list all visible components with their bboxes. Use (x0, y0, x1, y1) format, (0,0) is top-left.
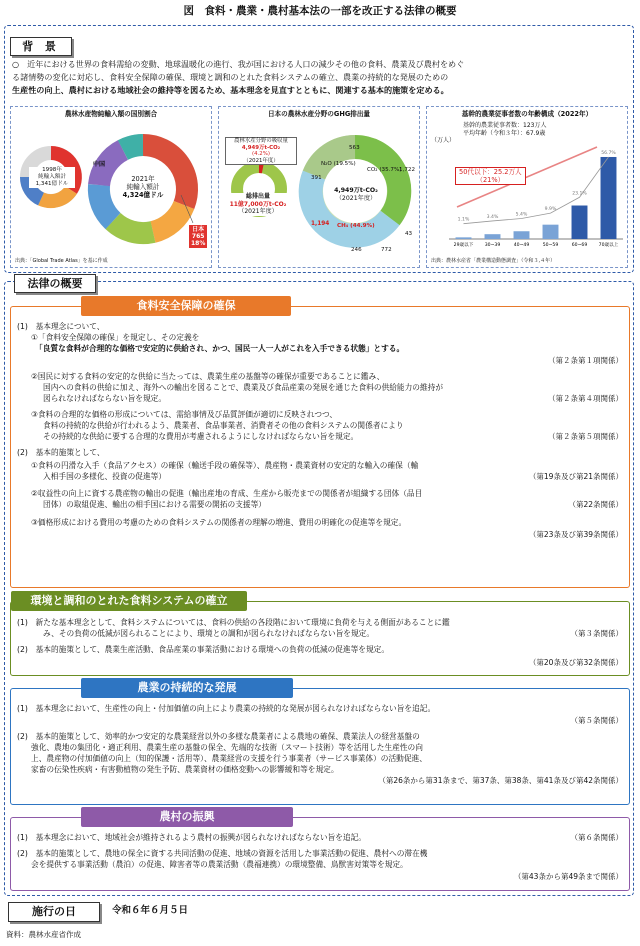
law-line: 会を提供する事業活動（農泊）の促進、障害者等の農業活動（農福連携）の環境整備、鳥獣害対策等を規定。 (31, 860, 408, 869)
pct-label: 9.9% (544, 207, 557, 213)
law-line: ②収益性の向上に資する農産物の輸出の促進（輸出産地の育成、生産から販売までの関係者が組織する団体（品目 (31, 489, 423, 498)
section-heading: 食料安全保障の確保 (81, 296, 291, 316)
figure-title: 図 食料・農業・農村基本法の一部を改正する法律の概要 (183, 5, 457, 17)
law-line: ②国民に対する食料の安定的な供給に当たっては、農業生産の基盤等の確保が重要であることに鑑み、 (31, 372, 385, 381)
section-heading: 農業の持続的な発展 (81, 678, 293, 698)
ghg-co2-label: CO₂ (35.7%) (367, 167, 402, 173)
import-source: 出典：「Global Trade Atlas」を基に作成 (15, 257, 108, 264)
article-ref: （第２条第１項関係） (548, 356, 623, 365)
ghg-chart (218, 106, 420, 268)
ghg-total-label: 総排出量 11億7,000万t-CO₂ （2021年度） (227, 193, 289, 216)
ghg-absorb-box: 農林水産分野の吸収量 4,949万t-CO₂ (4.2%) （2021年度） (225, 137, 297, 165)
law-line: ①食料の円滑な入手（食品アクセス）の確保（輸送手段の確保等）、農産物・農業資材の安定的な輸入の確保（輸 (31, 461, 419, 470)
farmers-callout: 50代以下：25.2万人 （21%） (455, 167, 526, 185)
law-line: (2) 基本的施策として、効率的かつ安定的な農業経営以外の多様な農業者による農地の確保、農業法人の経営基盤の (17, 732, 420, 741)
x-tick-label: 50~59 (542, 243, 559, 248)
law-line: ③価格形成における費用の考慮のための食料システムの関係者の理解の増進、費用の明確化の促進等を規定。 (31, 518, 407, 527)
ghg-n2o-label: N₂O (19.5%) (321, 161, 356, 167)
pct-label: 5.4% (515, 212, 528, 218)
section-agriculture-development (10, 681, 630, 805)
article-ref: （第19条及び第21条関係） (528, 472, 623, 481)
article-ref: （第５条関係） (570, 716, 623, 725)
ghg-value: 246 (351, 247, 362, 253)
article-ref: （第２条第４項関係） (548, 394, 623, 403)
import-japan-label: 日本 765 18% (191, 226, 206, 247)
farmers-bar (456, 237, 472, 239)
x-tick-label: 60~69 (571, 243, 588, 248)
law-line: (2) 基本的施策として、 (17, 448, 105, 457)
article-ref: （第20条及び第32条関係） (528, 658, 623, 667)
article-ref: （第23条及び第39条関係） (528, 530, 623, 539)
pct-label: 56.7% (601, 150, 616, 156)
enforcement-date: 令和６年６月５日 (112, 905, 189, 916)
ghg-center-label: 4,949万t-CO₂ （2021年度） (334, 187, 378, 202)
pct-label: 23.1% (572, 191, 587, 197)
import-china-label: 中国 (93, 161, 106, 168)
article-ref: （第26条から第31条まで、第37条、第38条、第41条及び第42条関係） (378, 776, 623, 785)
law-line: み、その負荷の低減が図られることにより、環境との調和が図られなければならない旨を規定。 (43, 629, 375, 638)
law-line: 入相手国の多様化、投資の促進等） (43, 472, 167, 481)
chart-title: 日本の農林水産分野のGHG排出量 (267, 110, 371, 118)
section-rural-promotion (10, 810, 630, 891)
law-line: 団体）の取組促進、輸出の相手国における需要の開拓の支援等） (43, 500, 266, 509)
farmers-age-chart (426, 106, 628, 268)
article-ref: （第６条関係） (570, 833, 623, 842)
import-center-label: 2021年 純輸入額計 4,324億ドル (122, 175, 164, 199)
chart-title: 農林水産物純輸入額の国別割合 (64, 110, 158, 118)
pct-label: 1.1% (457, 217, 470, 223)
x-tick-label: 40~49 (513, 243, 530, 248)
ghg-value: 391 (311, 175, 322, 181)
x-tick-label: 29歳以下 (453, 243, 474, 248)
article-ref: （第22条関係） (568, 500, 623, 509)
x-tick-label: 30~39 (484, 243, 501, 248)
law-line: その持続的な供給に要する合理的な費用が考慮されるようにしなければならない旨を規定。 (43, 432, 359, 441)
farmers-bar (601, 157, 617, 239)
ghg-ch4-label: CH₄ (44.9%) (337, 223, 375, 229)
law-line: 強化、農地の集団化・適正利用、農業生産の基盤の保全、先端的な技術（スマート技術）等を活用した生産性の向 (31, 743, 423, 752)
law-line: ①「食料安全保障の確保」を規定し、その定義を (31, 333, 200, 342)
x-tick-label: 70歳以上 (598, 243, 619, 248)
law-line: 図られなければならない旨を規定。 (43, 394, 167, 403)
article-ref: （第３条関係） (570, 629, 623, 638)
farmers-bar (514, 231, 530, 239)
law-line: ③食料の合理的な価格の形成については、需給事情及び品質評価が適切に反映されつつ、 (31, 410, 338, 419)
law-line: (2) 基本的施策として、農地の保全に資する共同活動の促進、地域の資源を活用した事業活動の促進、農村への滞在機 (17, 849, 428, 858)
law-line: (2) 基本的施策として、農業生産活動、食品産業の事業活動における環境への負荷の低減の促進等を規定。 (17, 645, 390, 654)
chart-title: 基幹的農業従事者数の年齢構成（2022年） (461, 110, 593, 118)
article-ref: （第２条第５項関係） (548, 432, 623, 441)
import-1998-note: 1998年 純輸入額計 1,341億ドル (29, 167, 75, 188)
farmers-bar (572, 206, 588, 239)
source-note: 資料：農林水産省作成 (6, 930, 81, 939)
farmers-bar (543, 225, 559, 239)
enforcement-label: 施行の日 (8, 902, 100, 922)
ghg-value: 43 (405, 231, 413, 237)
law-line: 食料の持続的な供給が行われるよう、農業者、食品事業者、消費者その他の食料システムの関係者により (43, 421, 404, 430)
law-line: 家畜の伝染性疾病・有害動植物の発生予防、農業資材の価格変動への影響緩和等を規定。 (31, 765, 339, 774)
ghg-value: 1,722 (399, 167, 416, 173)
law-line: 国内への食料の供給に加え、海外への輸出を図ることで、農業及び食品産業の発展を通じた食料の供給能力の維持が (43, 383, 444, 392)
section-environment (10, 594, 630, 676)
ghg-value: 563 (349, 145, 360, 151)
import-donut-svg (11, 119, 211, 269)
section-heading: 農村の振興 (81, 807, 293, 827)
ghg-value: 1,194 (311, 221, 330, 227)
law-line: 「良質な食料が合理的な価格で安定的に供給され、かつ、国民一人一人がこれを入手できる状態」とする。 (35, 344, 405, 353)
law-label: 法律の概要 (14, 274, 96, 293)
background-text (12, 58, 624, 97)
pct-label: 3.4% (486, 214, 499, 220)
section-heading: 環境と調和のとれた食料システムの確立 (11, 591, 247, 611)
farmers-summary: 基幹的農業従事者数：123万人 平均年齢（令和３年）：67.9歳 (463, 122, 547, 137)
farmers-unit: （万人） (431, 137, 456, 144)
farmers-bar (485, 234, 501, 239)
law-line: (1) 新たな基本理念として、食料システムについては、食料の供給の各段階において環境に負荷を与える側面があることに鑑 (17, 618, 450, 627)
background-line: ○ 近年における世界の食料需給の変動、地球温暖化の進行、我が国における人口の減少その他の食料、農業及び農村をめぐ (12, 59, 465, 69)
section-food-security (10, 299, 630, 588)
law-line: (1) 基本理念について、 (17, 322, 105, 331)
ghg-value: 772 (381, 247, 392, 253)
law-line: 上、農産物の付加価値の向上（知的保護・活用等）、農業経営の支援を行う事業者（サービス事業体）の活動促進、 (31, 754, 427, 763)
background-line: る諸情勢の変化に対応し、食料安全保障の確保、環境と調和のとれた食料システムの確立、農業の持続的な発展のための (12, 72, 449, 82)
law-line: (1) 基本理念において、生産性の向上・付加価値の向上により農業の持続的な発展が図られなければならない旨を追記。 (17, 704, 436, 713)
background-label: 背 景 (10, 37, 72, 56)
farmers-source: 出典：農林水産省「農業構造動態調査」（令和３,４年） (431, 257, 556, 264)
background-line: 生産性の向上、農村における地域社会の維持等を図るため、基本理念を見直すとともに、関連する基本的施策を定める。 (12, 85, 449, 95)
import-share-chart (10, 106, 212, 268)
law-line: (1) 基本理念において、地域社会が維持されるよう農村の振興が図られなければならない旨を追記。 (17, 833, 366, 842)
article-ref: （第43条から第49条まで関係） (513, 872, 623, 881)
